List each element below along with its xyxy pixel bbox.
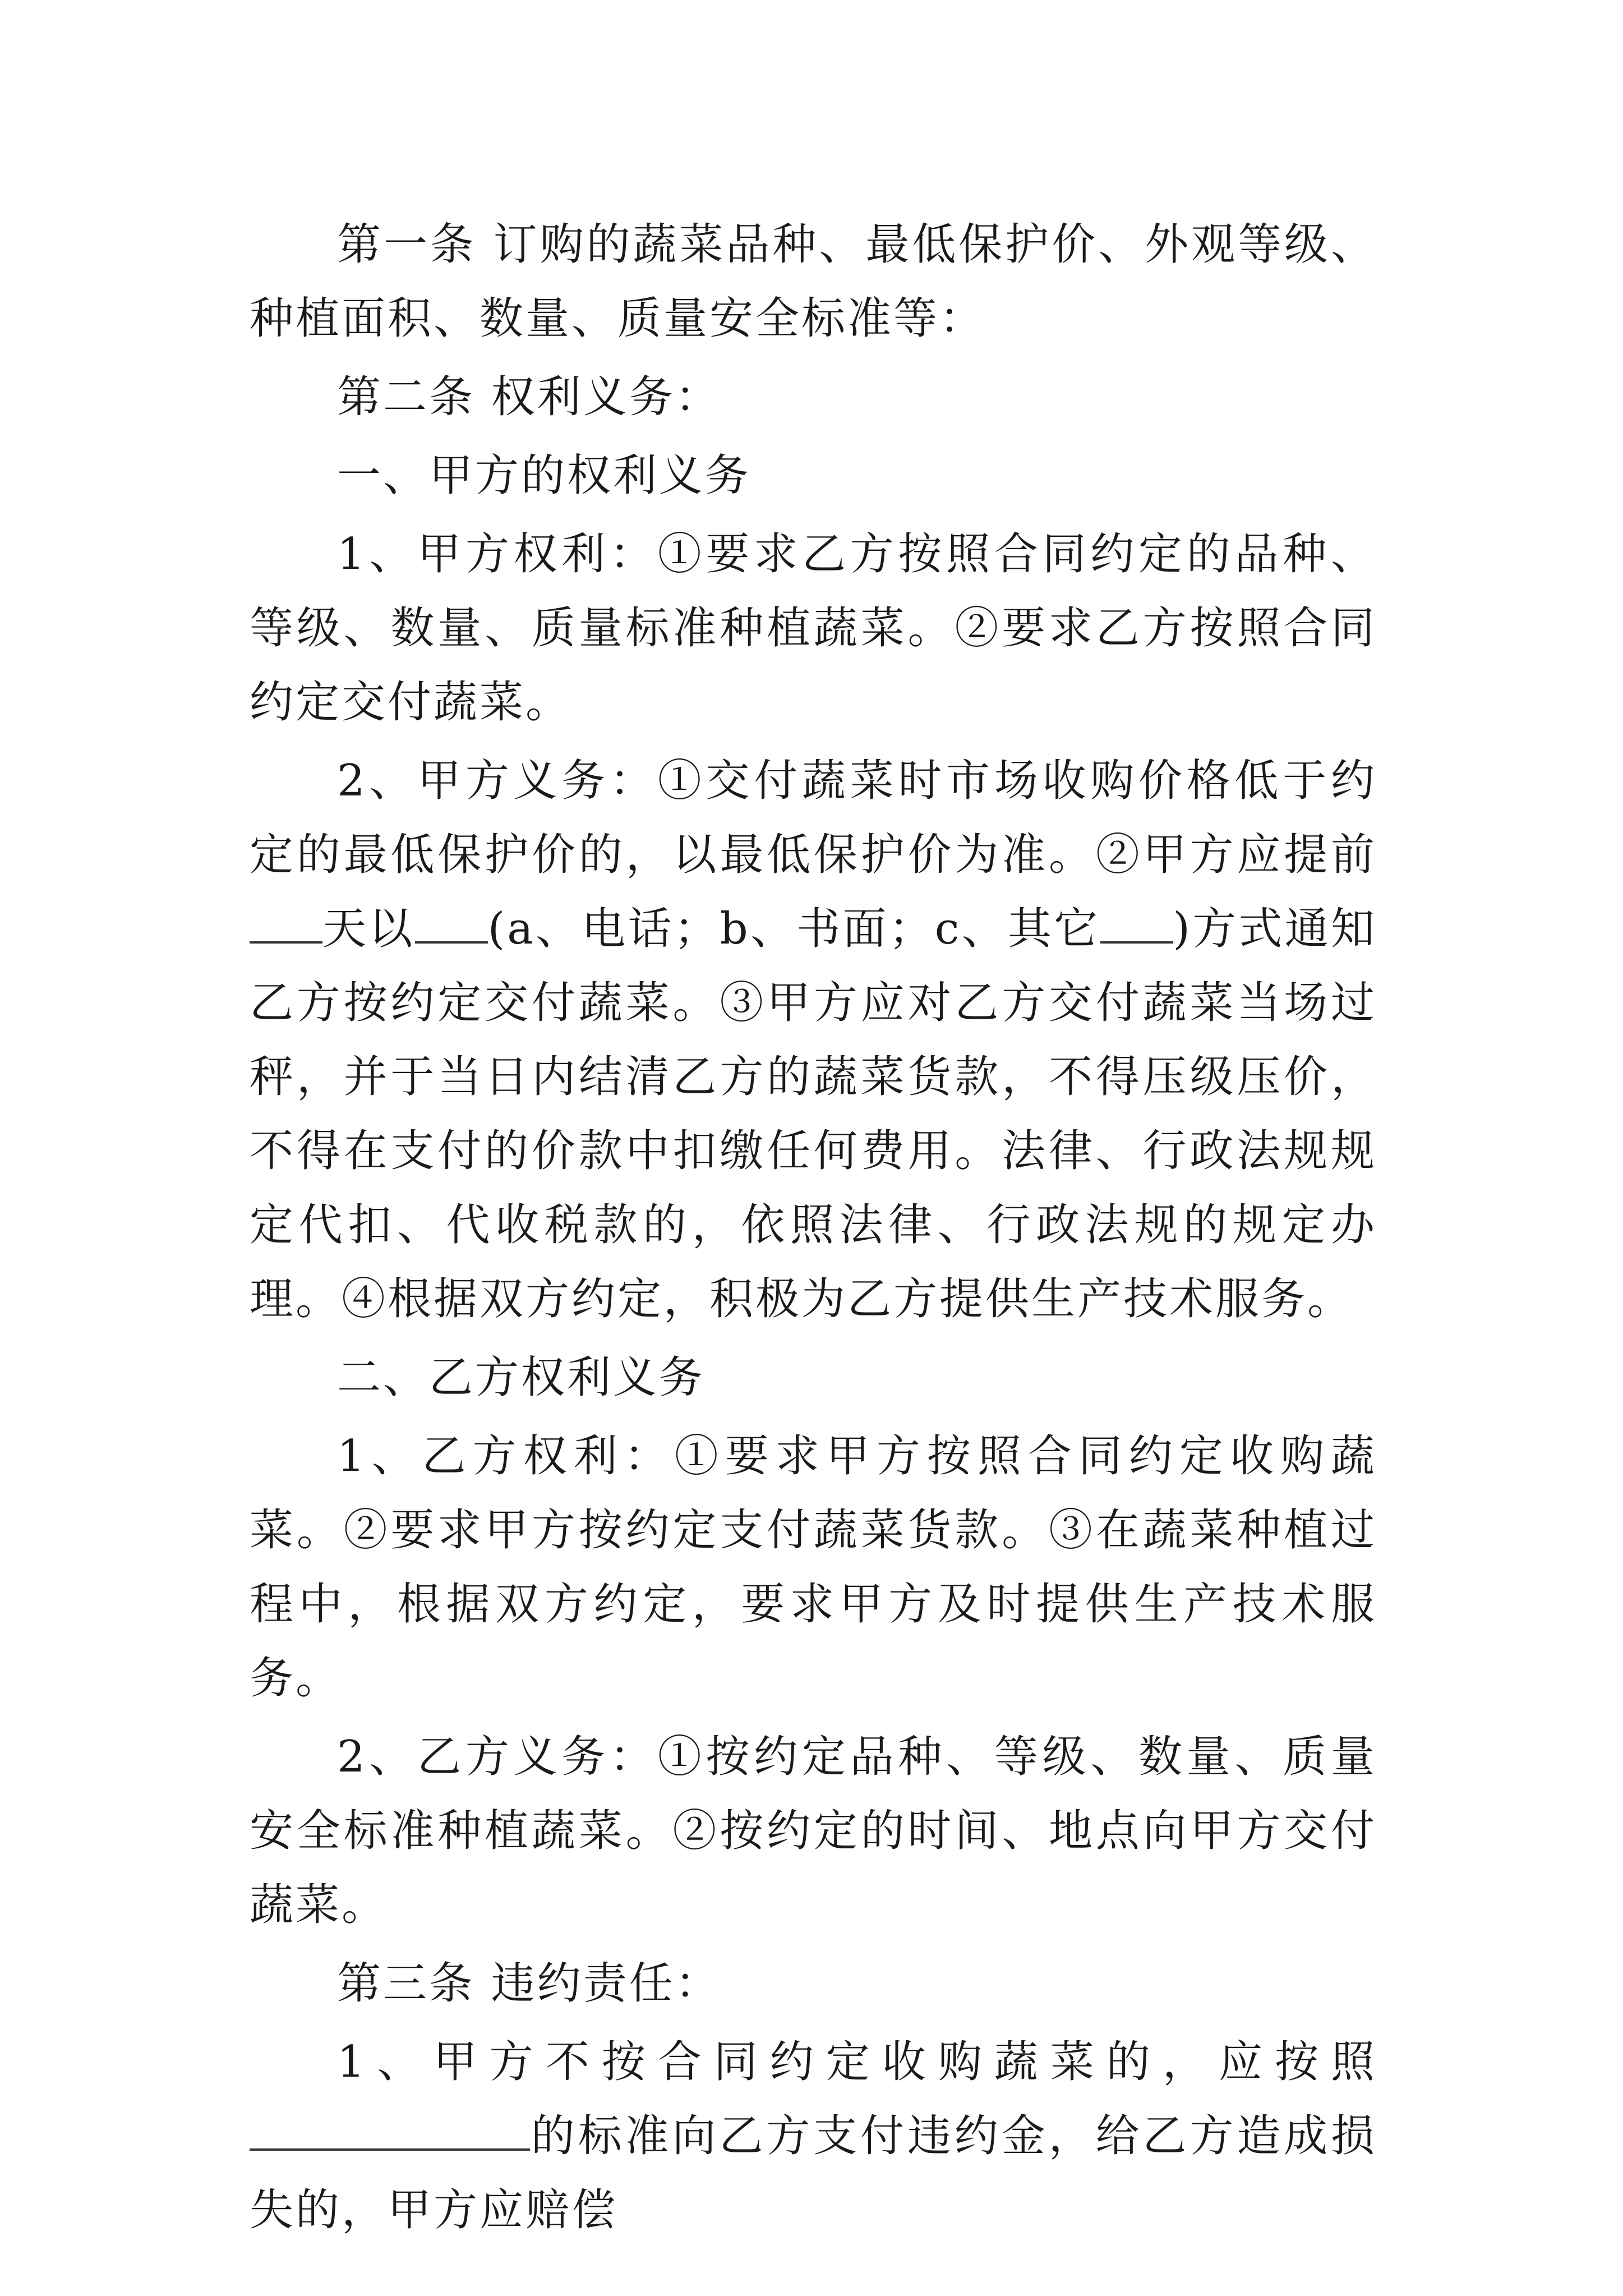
- party-b-section-heading: [250, 1341, 1377, 1415]
- clause-3-heading: [250, 1947, 1377, 2021]
- party-a-obligations-part-3: (a、电话；b、书面；c、其它: [487, 904, 1100, 954]
- party-b-rights-text: 1、乙方权利：①要求甲方按照合同约定收购蔬菜。②要求甲方按约定支付蔬菜货款。③在蔬菜种植过程中，根据双方约定，要求甲方及时提供生产技术服务。: [250, 1431, 1377, 1704]
- party-a-obligations-part-1: 2、甲方义务：①交付蔬菜时市场收购价格低于约定的最低保护价的，以最低保护价为准。②甲方应提前: [250, 756, 1377, 880]
- party-a-section-heading: [250, 439, 1377, 513]
- party-a-rights-paragraph: [250, 517, 1377, 739]
- party-a-obligations-part-2: 天以: [322, 904, 415, 954]
- liability-part-2: 的标准向乙方支付违约金，给乙方造成损失的，甲方应赔偿: [250, 2111, 1377, 2235]
- days-blank: [250, 900, 322, 944]
- clause-1-text: 第一条 订购的蔬菜品种、最低保护价、外观等级、种植面积、数量、质量安全标准等：: [250, 219, 1377, 344]
- liability-part-1: 1、甲方不按合同约定收购蔬菜的，应按照: [337, 2037, 1377, 2087]
- party-a-rights-text: 1、甲方权利：①要求乙方按照合同约定的品种、等级、数量、质量标准种植蔬菜。②要求乙方按照合同约定交付蔬菜。: [250, 529, 1377, 728]
- notice-method-blank: [415, 900, 488, 944]
- party-a-obligations-paragraph: [250, 744, 1377, 1336]
- party-b-obligations-paragraph: [250, 1720, 1377, 1942]
- other-method-blank: [1100, 900, 1173, 944]
- clause-2-text: 第二条 权利义务：: [337, 372, 721, 422]
- clause-3-text: 第三条 违约责任：: [337, 1958, 721, 2009]
- clause-1-paragraph: [250, 208, 1377, 356]
- party-b-rights-paragraph: [250, 1419, 1377, 1715]
- party-a-section-text: 一、甲方的权利义务: [337, 450, 751, 501]
- clause-2-heading: [250, 360, 1377, 434]
- party-b-obligations-text: 2、乙方义务：①按约定品种、等级、数量、质量安全标准种植蔬菜。②按约定的时间、地点向甲方交付蔬菜。: [250, 1732, 1377, 1930]
- party-b-section-text: 二、乙方权利义务: [337, 1352, 706, 1403]
- document-body: [250, 208, 1377, 2252]
- penalty-standard-blank: [250, 2107, 530, 2151]
- party-a-obligations-part-4: )方式通知乙方按约定交付蔬菜。③甲方应对乙方交付蔬菜当场过秤，并于当日内结清乙方的蔬菜货款，不得压级压价，不得在支付的价款中扣缴任何费用。法律、行政法规规定代扣、代收税款的，依照法律、行政法规的规定办理。④根据双方约定，积极为乙方提供生产技术服务。: [250, 904, 1377, 1324]
- liability-paragraph: [250, 2025, 1377, 2247]
